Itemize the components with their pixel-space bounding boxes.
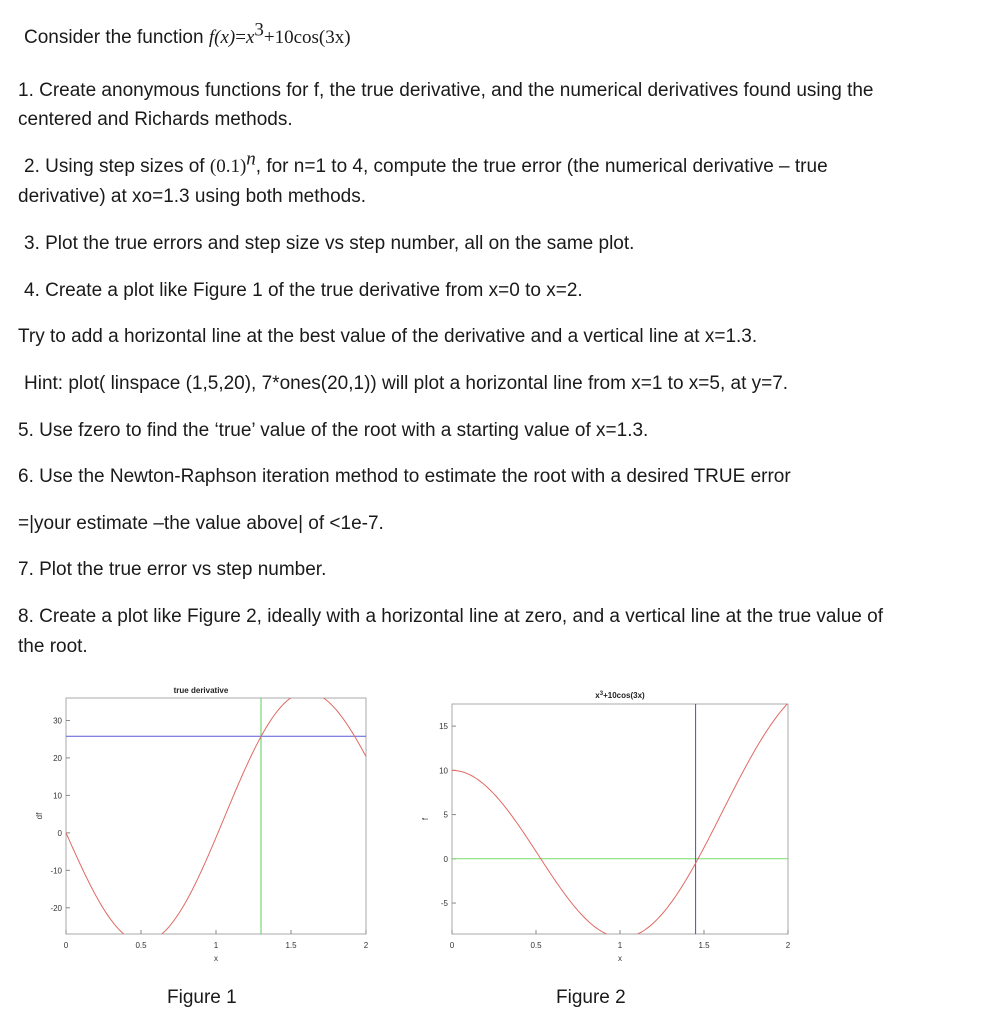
step-1-line-2: centered and Richards methods.	[18, 109, 293, 130]
step-2-prefix: 2. Using step sizes of	[24, 156, 205, 177]
fig2-axes-box	[452, 704, 788, 934]
step-4: 4. Create a plot like Figure 1 of the true derivative from x=0 to x=2.	[24, 280, 583, 301]
fig2-xtick-label: 1	[617, 941, 623, 950]
function-lhs: f(x)	[208, 27, 236, 48]
hint: Hint: plot( linspace (1,5,20), 7*ones(20,1)) will plot a horizontal line from x=1 to x=5, at y=7.	[24, 373, 789, 394]
figure-2	[418, 680, 798, 970]
fig1-title: true derivative	[173, 686, 229, 695]
figure-1-plot	[28, 680, 378, 970]
fig1-ytick-label: 10	[53, 791, 62, 801]
fig1-ytick-label: 0	[57, 828, 62, 838]
fig2-xlabel: x	[618, 954, 622, 963]
fig1-ytick-label: 20	[53, 753, 62, 763]
step-7: 7. Plot the true error vs step number.	[18, 559, 327, 580]
step-4-extra: Try to add a horizontal line at the best value of the derivative and a vertical line at x=1.3.	[18, 326, 758, 347]
fig1-xlabel: x	[214, 954, 218, 963]
fig2-title-rest: +10cos(3x)	[603, 691, 645, 700]
fig2-ylabel: f	[421, 817, 430, 821]
function-definition	[24, 19, 351, 50]
fig2-ytick-label: 0	[443, 854, 448, 864]
step-3: 3. Plot the true errors and step size vs step number, all on the same plot.	[24, 233, 635, 254]
fig1-ytick-label: 30	[53, 716, 62, 726]
step-2-suffix: , for n=1 to 4, compute the true error (the numerical derivative – true	[255, 156, 828, 177]
fig2-ytick-label: -5	[440, 899, 448, 909]
step-6-line-1: 6. Use the Newton-Raphson iteration method to estimate the root with a desired TRUE error	[18, 466, 791, 487]
fig2-title	[595, 691, 645, 700]
fig1-xtick-label: 1.5	[285, 941, 297, 950]
figure-1-caption: Figure 1	[167, 987, 237, 1008]
function-exponent: 3	[254, 19, 264, 41]
fig1-xtick-label: 2	[363, 941, 369, 950]
fig1-ylabel: df	[35, 812, 44, 820]
step-size-expr: (0.1)	[209, 156, 247, 177]
step-8-line-1: 8. Create a plot like Figure 2, ideally with a horizontal line at zero, and a vertical line at the true value of	[18, 606, 883, 627]
fig1-xtick-label: 0	[63, 941, 69, 950]
step-6-line-2: =|your estimate –the value above| of <1e-7.	[18, 513, 384, 534]
function-rest: +10cos(3x)	[263, 27, 351, 48]
figure-2-caption: Figure 2	[556, 987, 626, 1008]
figure-2-plot	[418, 680, 798, 970]
step-1-line-1: 1. Create anonymous functions for f, the true derivative, and the numerical derivatives found using the	[18, 80, 874, 101]
fig2-ytick-label: 15	[439, 722, 448, 732]
step-size-exponent: n	[246, 148, 256, 170]
fig1-xtick-label: 0.5	[135, 941, 147, 950]
intro-text: Consider the function	[24, 27, 204, 48]
fig2-xtick-label: 2	[785, 941, 791, 950]
fig1-axes-box	[66, 698, 366, 934]
fig2-xtick-label: 0	[449, 941, 455, 950]
fig2-title-base: x	[595, 691, 600, 700]
fig2-title-sup: 3	[599, 691, 604, 697]
step-5: 5. Use fzero to find the ‘true’ value of the root with a starting value of x=1.3.	[18, 420, 649, 441]
fig2-ytick-label: 5	[443, 810, 448, 820]
function-eq: =	[235, 27, 246, 48]
fig2-xtick-label: 1.5	[698, 941, 710, 950]
fig2-ytick-label: 10	[439, 766, 448, 776]
fig1-ytick-label: -10	[50, 866, 62, 876]
fig1-xtick-label: 1	[213, 941, 219, 950]
figure-1	[28, 680, 378, 970]
step-8-line-2: the root.	[18, 636, 88, 657]
step-2-line-2: derivative) at xo=1.3 using both methods.	[18, 186, 367, 207]
function-x: x	[245, 27, 255, 48]
step-2-line-1	[24, 148, 828, 179]
fig1-ytick-label: -20	[50, 903, 62, 913]
fig2-xtick-label: 0.5	[530, 941, 542, 950]
